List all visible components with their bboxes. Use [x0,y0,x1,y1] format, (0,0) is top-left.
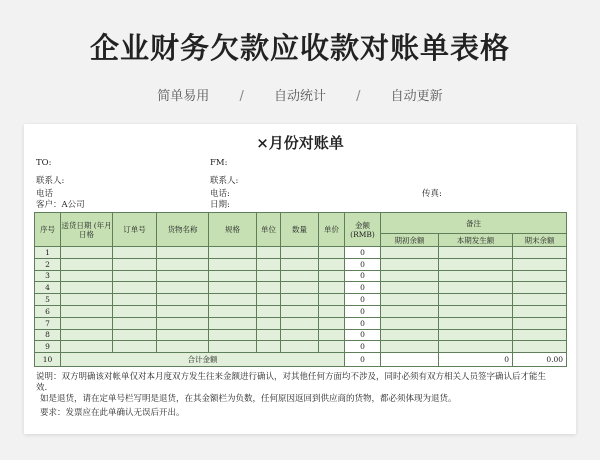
total-opening [381,353,439,367]
cell-current[interactable] [439,317,513,329]
cell-goods[interactable] [157,317,209,329]
cell-current[interactable] [439,341,513,353]
cell-amount[interactable]: 0 [345,258,381,270]
cell-qty[interactable] [281,341,319,353]
cell-price[interactable] [319,258,345,270]
cell-seq[interactable]: 5 [35,294,61,306]
cell-ship-date[interactable] [61,317,113,329]
cell-price[interactable] [319,305,345,317]
cell-ship-date[interactable] [61,341,113,353]
cell-closing[interactable] [513,329,567,341]
cell-unit[interactable] [257,294,281,306]
cell-unit[interactable] [257,247,281,259]
cell-current[interactable] [439,270,513,282]
header-price: 单价 [319,213,345,247]
cell-ship-date[interactable] [61,247,113,259]
cell-seq[interactable]: 2 [35,258,61,270]
cell-current[interactable] [439,258,513,270]
cell-opening[interactable] [381,270,439,282]
table-row [35,341,567,353]
header-current: 本期发生额 [439,234,513,247]
note-invoice: 要求：发票应在此单确认无误后开出。 [40,408,185,418]
cell-amount[interactable]: 0 [345,329,381,341]
phone-right: 电话: [210,189,230,199]
header-opening: 期初余额 [381,234,439,247]
cell-opening[interactable] [381,282,439,294]
cell-current[interactable] [439,294,513,306]
cell-seq[interactable]: 3 [35,270,61,282]
cell-unit[interactable] [257,341,281,353]
cell-goods[interactable] [157,258,209,270]
cell-qty[interactable] [281,317,319,329]
cell-qty[interactable] [281,270,319,282]
cell-ship-date[interactable] [61,305,113,317]
cell-unit[interactable] [257,305,281,317]
cell-order-no[interactable] [113,317,157,329]
cell-order-no[interactable] [113,282,157,294]
cell-closing[interactable] [513,282,567,294]
cell-spec[interactable] [209,294,257,306]
cell-goods[interactable] [157,294,209,306]
cell-amount[interactable]: 0 [345,247,381,259]
total-current: 0 [439,353,513,367]
header-unit: 单位 [257,213,281,247]
cell-price[interactable] [319,294,345,306]
cell-qty[interactable] [281,305,319,317]
cell-current[interactable] [439,282,513,294]
fax-field: 传真: [422,189,442,199]
cell-current[interactable] [439,329,513,341]
statement-table [34,212,567,367]
cell-price[interactable] [319,341,345,353]
cell-spec[interactable] [209,317,257,329]
note-explanation-cont: 效. [36,383,48,393]
cell-unit[interactable] [257,317,281,329]
total-seq: 10 [35,353,61,367]
total-label: 合计金额 [61,353,345,367]
cell-seq[interactable]: 1 [35,247,61,259]
to-field: TO: [36,158,52,168]
feature-auto-stats: 自动统计 [273,89,326,104]
cell-closing[interactable] [513,294,567,306]
cell-opening[interactable] [381,317,439,329]
table-row [35,294,567,306]
cell-seq[interactable]: 9 [35,341,61,353]
cell-unit[interactable] [257,329,281,341]
cell-goods[interactable] [157,329,209,341]
cell-price[interactable] [319,317,345,329]
cell-amount[interactable]: 0 [345,294,381,306]
cell-spec[interactable] [209,305,257,317]
cell-closing[interactable] [513,341,567,353]
cell-unit[interactable] [257,282,281,294]
statement-sheet [24,124,576,434]
from-field: FM: [210,158,228,168]
cell-order-no[interactable] [113,258,157,270]
header-ship-date: 送货日期 (年月日格 [61,213,113,247]
cell-spec[interactable] [209,270,257,282]
cell-qty[interactable] [281,258,319,270]
cell-goods[interactable] [157,270,209,282]
cell-qty[interactable] [281,329,319,341]
header-seq: 序号 [35,213,61,247]
feature-auto-update: 自动更新 [390,89,443,104]
cell-price[interactable] [319,282,345,294]
table-row [35,305,567,317]
cell-order-no[interactable] [113,270,157,282]
cell-spec[interactable] [209,258,257,270]
cell-ship-date[interactable] [61,258,113,270]
cell-goods[interactable] [157,282,209,294]
cell-opening[interactable] [381,305,439,317]
note-returns: 如是退货，请在定单号栏写明是退货，在其金额栏为负数，任何原因返回到供应商的货物，都必须体现为退货。 [40,394,457,404]
contact-right: 联系人: [210,176,239,186]
cell-goods[interactable] [157,305,209,317]
cell-opening[interactable] [381,247,439,259]
cell-current[interactable] [439,247,513,259]
table-row [35,282,567,294]
header-remark: 备注 [381,213,567,234]
cell-order-no[interactable] [113,247,157,259]
cell-seq[interactable]: 4 [35,282,61,294]
cell-ship-date[interactable] [61,294,113,306]
cell-spec[interactable] [209,341,257,353]
phone-left: 电话 [36,189,54,199]
cell-price[interactable] [319,247,345,259]
date-field: 日期: [210,200,230,210]
cell-unit[interactable] [257,270,281,282]
header-spec: 规格 [209,213,257,247]
cell-amount[interactable]: 0 [345,305,381,317]
table-row [35,317,567,329]
cell-order-no[interactable] [113,305,157,317]
cell-goods[interactable] [157,341,209,353]
cell-closing[interactable] [513,305,567,317]
feature-tags [0,85,600,104]
cell-opening[interactable] [381,258,439,270]
cell-price[interactable] [319,329,345,341]
customer-field: 客户：A公司 [36,200,85,210]
cell-seq[interactable]: 8 [35,329,61,341]
cell-order-no[interactable] [113,294,157,306]
cell-closing[interactable] [513,258,567,270]
cell-amount[interactable]: 0 [345,270,381,282]
cell-goods[interactable] [157,247,209,259]
separator: / [239,89,244,104]
header-order-no: 订单号 [113,213,157,247]
cell-spec[interactable] [209,247,257,259]
total-amount: 0 [345,353,381,367]
cell-amount[interactable]: 0 [345,341,381,353]
cell-spec[interactable] [209,329,257,341]
feature-easy: 简单易用 [157,89,210,104]
total-row [35,353,567,367]
cell-closing[interactable] [513,270,567,282]
header-closing: 期末余额 [513,234,567,247]
page-title: 企业财务欠款应收款对账单表格 [89,31,510,65]
cell-price[interactable] [319,270,345,282]
separator: / [356,89,361,104]
header-goods: 货物名称 [157,213,209,247]
contact-left: 联系人: [36,176,65,186]
statement-title: ×月份对账单 [256,134,344,152]
cell-qty[interactable] [281,294,319,306]
cell-ship-date[interactable] [61,329,113,341]
cell-opening[interactable] [381,294,439,306]
cell-amount[interactable]: 0 [345,317,381,329]
cell-order-no[interactable] [113,341,157,353]
cell-seq[interactable]: 7 [35,317,61,329]
header-amount: 金额 (RMB) [345,213,381,247]
table-row [35,247,567,259]
header-qty: 数量 [281,213,319,247]
cell-qty[interactable] [281,282,319,294]
cell-amount[interactable]: 0 [345,282,381,294]
cell-qty[interactable] [281,247,319,259]
cell-order-no[interactable] [113,329,157,341]
cell-spec[interactable] [209,282,257,294]
cell-unit[interactable] [257,258,281,270]
cell-ship-date[interactable] [61,270,113,282]
table-row [35,270,567,282]
table-row [35,258,567,270]
total-closing: 0.00 [513,353,567,367]
cell-opening[interactable] [381,329,439,341]
note-explanation: 说明：双方明确该对帐单仅对本月度双方发生往来金额进行确认，对其他任何方面均不涉及，同时必须有双方相关人员签字确认后才能生 [36,372,547,382]
table-row [35,329,567,341]
cell-ship-date[interactable] [61,282,113,294]
cell-current[interactable] [439,305,513,317]
cell-opening[interactable] [381,341,439,353]
cell-seq[interactable]: 6 [35,305,61,317]
cell-closing[interactable] [513,247,567,259]
cell-closing[interactable] [513,317,567,329]
